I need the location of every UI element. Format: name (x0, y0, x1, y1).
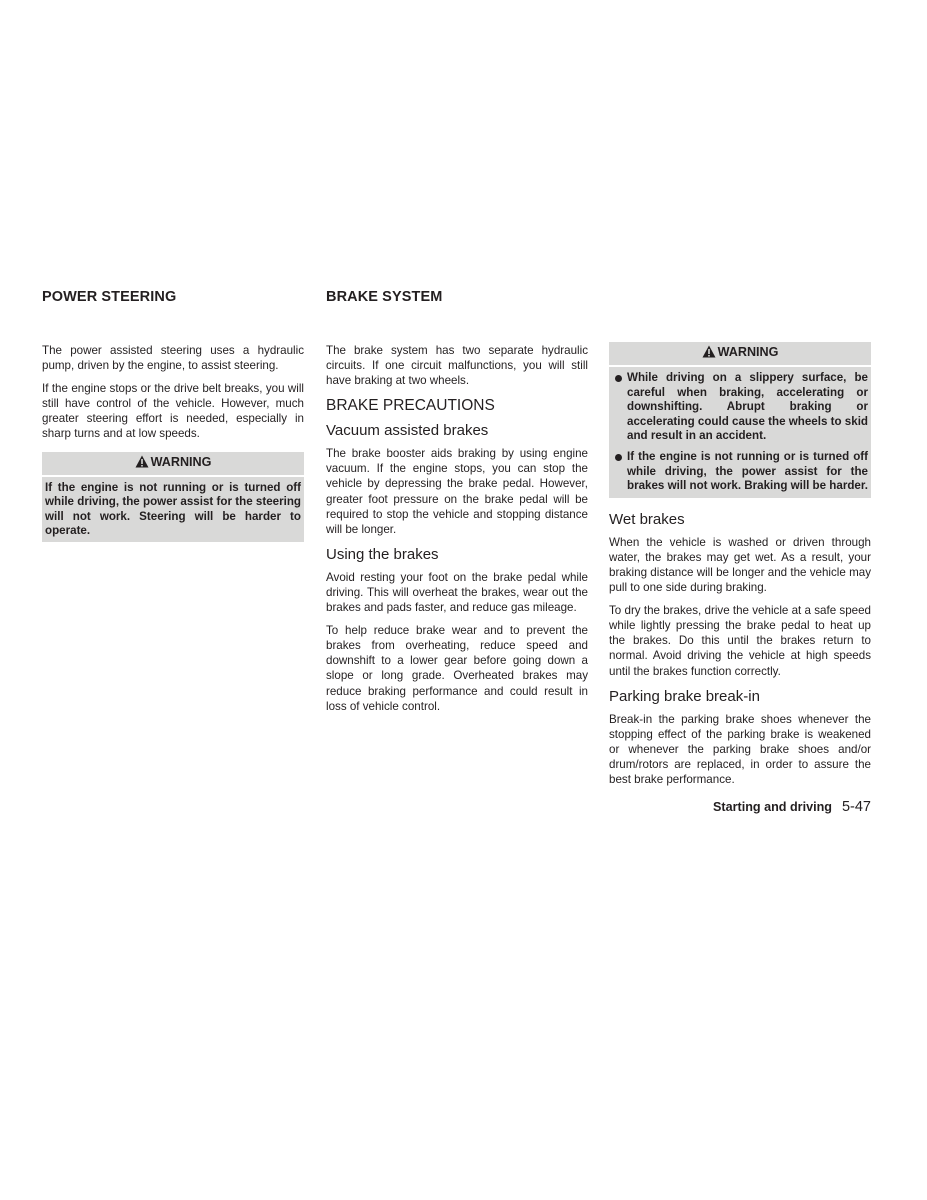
subsection-heading: Vacuum assisted brakes (326, 422, 489, 440)
warning-list-item (612, 450, 868, 494)
warning-label: WARNING (150, 454, 212, 469)
warning-label: WARNING (717, 345, 779, 359)
paragraph: The brake system has two separate hydraulic circuits. If one circuit malfunctions, you will still have braking at two wheels. (326, 344, 588, 388)
subsection-heading: BRAKE PRECAUTIONS (326, 397, 495, 415)
section-title: POWER STEERING (42, 289, 177, 305)
warning-box (609, 342, 871, 498)
subsection-heading: Using the brakes (326, 545, 439, 563)
paragraph: To help reduce brake wear and to prevent the brakes from overheating, reduce speed and downshift to a lower gear before going down a slope or long grade. Overheated brakes may reduce braking performance and could result in loss of vehicle control. (326, 624, 588, 713)
paragraph: Break-in the parking brake shoes whenever the stopping effect of the parking brake is weakened or whenever the parking brake shoes and/or drum/rotors are replaced, in order to assure the best brake performance. (609, 712, 871, 786)
section-title: BRAKE SYSTEM (326, 289, 443, 305)
column-brakes-continued (609, 342, 871, 795)
warning-item-text: If the engine is not running or is turned off while driving, the power assist for the brakes will not work. Braking will be harder. (627, 449, 868, 493)
subsection-heading: Wet brakes (609, 510, 685, 528)
warning-list (612, 371, 868, 494)
paragraph: When the vehicle is washed or driven through water, the brakes may get wet. As a result, your braking distance will be longer and the vehicle may pull to one side during braking. (609, 535, 871, 595)
warning-text: If the engine is not running or is turned off while driving, the power assist for the steering will not work. Steering will be harder to operate. (45, 480, 301, 538)
paragraph: Avoid resting your foot on the brake pedal while driving. This will overheat the brakes, wear out the brakes and pads faster, and reduce gas mileage. (326, 570, 588, 615)
paragraph: The power assisted steering uses a hydraulic pump, driven by the engine, to assist steering. (42, 344, 304, 373)
warning-item-text: While driving on a slippery surface, be careful when braking, accelerating or downshifting. Abrupt braking or accelerating could cause the wheels to skid and result in an accident. (627, 371, 868, 443)
footer-section-title: Starting and driving (713, 800, 832, 814)
bullet-icon (615, 375, 622, 382)
page-footer (609, 799, 871, 815)
warning-triangle-icon (135, 455, 149, 472)
column-brake-system (326, 288, 588, 722)
paragraph: The brake booster aids braking by using engine vacuum. If the engine stops, you can stop the vehicle by depressing the brake pedal. However, greater foot pressure on the brake pedal will be required to stop the vehicle and stopping distance will be longer. (326, 447, 588, 536)
warning-header (42, 452, 304, 477)
column-power-steering (42, 288, 304, 554)
paragraph: If the engine stops or the drive belt breaks, you will still have control of the vehicle. However, much greater steering effort is needed, especially in sharp turns and at low speeds. (42, 382, 304, 441)
subsection-heading: Parking brake break-in (609, 687, 760, 705)
page-number: 5-47 (841, 799, 871, 815)
bullet-icon (615, 454, 622, 461)
warning-box (42, 452, 304, 542)
warning-list-item (612, 371, 868, 444)
warning-triangle-icon (702, 345, 716, 362)
paragraph: To dry the brakes, drive the vehicle at a safe speed while lightly pressing the brake pedal to heat up the brakes. Do this until the brakes return to normal. Avoid driving the vehicle at high speeds until the brakes function correctly. (609, 604, 871, 678)
warning-header (609, 342, 871, 367)
